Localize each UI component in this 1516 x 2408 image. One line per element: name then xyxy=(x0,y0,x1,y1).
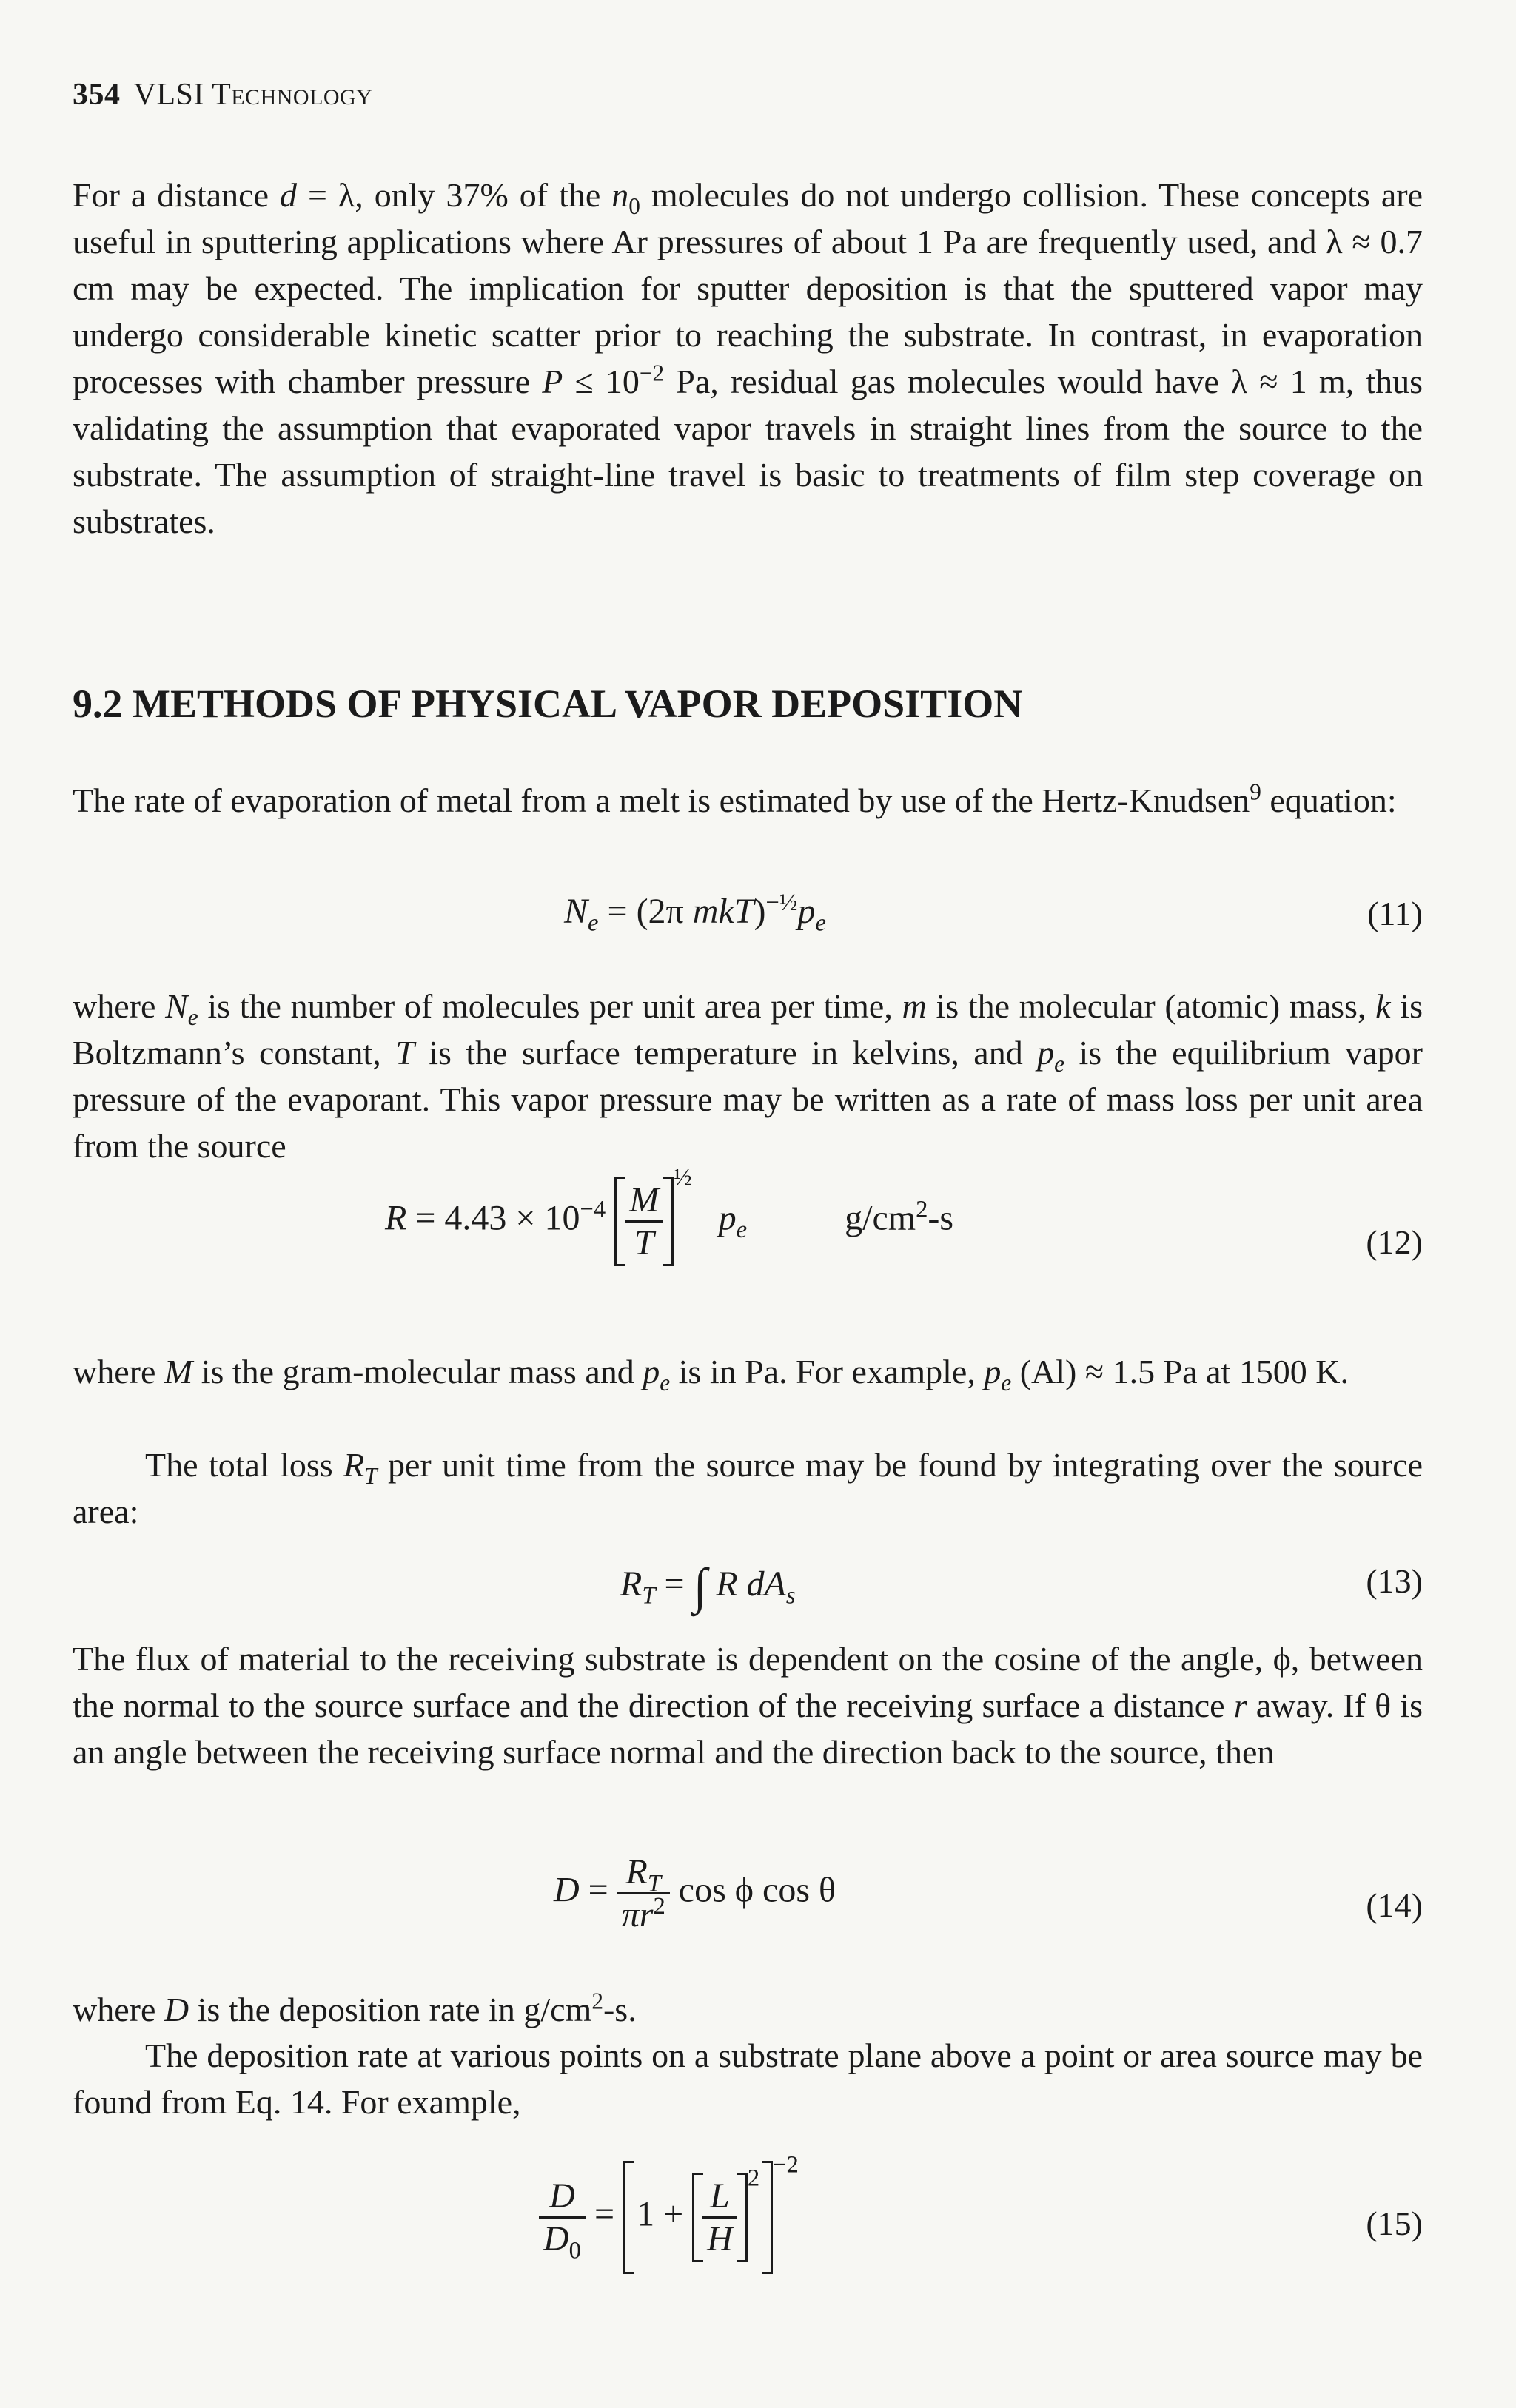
sub: e xyxy=(660,1370,671,1396)
paragraph-various-points xyxy=(73,2032,1423,2125)
var: p xyxy=(643,1353,660,1390)
eq-text: ) xyxy=(754,892,766,931)
equation-number-11: (11) xyxy=(1367,895,1423,932)
units: g/cm xyxy=(845,1198,916,1238)
equation-14 xyxy=(554,1852,836,1935)
eq-var: R xyxy=(625,1852,648,1891)
eq-sub: 0 xyxy=(568,2237,581,2264)
text: Pa, residual gas molecules would have λ ≈ 1 m, thus validating the assumption that evaporated vapor travels in straight lines from the source to the substrate. The assumption of straight-line travel is basic to treatments of film step coverage on substrates. xyxy=(73,363,1423,540)
eq-exp: −½ xyxy=(765,889,798,916)
fraction xyxy=(617,1852,670,1935)
book-title-prefix: VLSI T xyxy=(133,78,232,112)
text: is the number of molecules per unit area per time, xyxy=(198,987,902,1025)
eq-sub: T xyxy=(647,1870,662,1897)
paragraph-gram-molecular xyxy=(73,1348,1423,1395)
text: where xyxy=(73,1353,164,1390)
numerator: D xyxy=(549,2176,575,2216)
eq-var: mkT xyxy=(692,892,754,931)
paragraph-mean-free-path xyxy=(73,172,1423,545)
paragraph-total-loss xyxy=(73,1442,1423,1535)
section-heading: 9.2 METHODS OF PHYSICAL VAPOR DEPOSITION xyxy=(73,682,1023,726)
inner-bracket xyxy=(692,2173,748,2262)
text: The total loss xyxy=(145,1446,344,1484)
numerator xyxy=(617,1852,670,1897)
eq-text: cos ϕ cos θ xyxy=(678,1870,836,1910)
running-header xyxy=(73,77,372,112)
sub: e xyxy=(1001,1370,1012,1396)
denominator: H xyxy=(702,2216,737,2259)
var: T xyxy=(395,1034,415,1072)
text: is the equilibrium vapor pressure of the evaporant. This vapor pressure may be written as a rate of mass loss per unit area from the source xyxy=(73,1034,1423,1165)
text: where xyxy=(73,987,166,1025)
exponent: −2 xyxy=(639,360,665,386)
eq-sub: T xyxy=(642,1582,656,1610)
text: For a distance xyxy=(73,176,280,214)
sub-0: 0 xyxy=(628,193,640,220)
text: (Al) ≈ 1.5 Pa at 1500 K. xyxy=(1011,1353,1349,1390)
integral-sign: ∫ xyxy=(693,1558,708,1614)
eq-var: πr xyxy=(621,1895,654,1934)
var-d: d xyxy=(280,176,297,214)
units-exp: 2 xyxy=(916,1196,928,1223)
eq-text: 1 + xyxy=(637,2194,693,2234)
text: The flux of material to the receiving substrate is dependent on the cosine of the angle, ϕ, between the normal to the source surface and the direction of the receiving surface a distance xyxy=(73,1640,1423,1724)
eq-text: = (2π xyxy=(598,892,693,931)
equation-number-12: (12) xyxy=(1366,1223,1423,1261)
eq-exp: −4 xyxy=(580,1196,606,1223)
eq-var: p xyxy=(797,892,816,931)
equation-number-15: (15) xyxy=(1366,2204,1423,2242)
paragraph-flux xyxy=(73,1635,1423,1775)
equation-11 xyxy=(564,889,826,937)
text: equation: xyxy=(1261,781,1397,819)
fraction xyxy=(625,1180,663,1263)
reference-superscript: 9 xyxy=(1250,778,1261,805)
outer-bracket xyxy=(623,2161,773,2274)
eq-text: = xyxy=(585,2194,624,2234)
eq-var: p xyxy=(718,1198,737,1238)
text: is the deposition rate in g/cm xyxy=(189,1991,592,2028)
bracket xyxy=(614,1177,674,1266)
text: -s. xyxy=(603,1991,637,2028)
eq-exp: 2 xyxy=(653,1893,665,1920)
denominator xyxy=(539,2216,586,2264)
units-end: -s xyxy=(928,1198,954,1238)
fraction xyxy=(539,2176,586,2264)
eq-sub: e xyxy=(588,909,599,937)
text: The rate of evaporation of metal from a melt is estimated by use of the Hertz-Knudsen xyxy=(73,781,1250,819)
text: is the gram-molecular mass and xyxy=(192,1353,643,1390)
equation-13 xyxy=(620,1557,796,1615)
text: where xyxy=(73,1991,164,2028)
var: r xyxy=(1233,1686,1247,1724)
text: ≤ 10 xyxy=(563,363,640,400)
var: k xyxy=(1375,987,1391,1025)
paragraph-definitions xyxy=(73,983,1423,1169)
equation-number-13: (13) xyxy=(1366,1562,1423,1600)
var: D xyxy=(164,1991,190,2028)
text: is in Pa. For example, xyxy=(670,1353,985,1390)
eq-sub: s xyxy=(785,1582,796,1610)
eq-text: = 4.43 × 10 xyxy=(406,1198,580,1238)
var: N xyxy=(165,987,188,1025)
eq-var: D xyxy=(554,1870,580,1910)
page-number: 354 xyxy=(73,78,121,112)
var: m xyxy=(902,987,927,1025)
outer-exponent: −2 xyxy=(773,2151,799,2179)
eq-var: R xyxy=(716,1564,738,1604)
paragraph-deposition-rate xyxy=(73,1986,1423,2033)
eq-var: D xyxy=(543,2219,569,2259)
equation-15 xyxy=(539,2151,799,2274)
exponent: 2 xyxy=(591,1988,603,2014)
sub: e xyxy=(187,1004,198,1031)
text: is the surface temperature in kelvins, and xyxy=(414,1034,1038,1072)
text: per unit time from the source may be found by integrating over the source area: xyxy=(73,1446,1423,1530)
numerator: M xyxy=(629,1180,660,1220)
eq-text: = xyxy=(579,1870,617,1910)
sub: T xyxy=(364,1463,378,1490)
var-n0: n xyxy=(611,176,629,214)
text: is Boltzmann’s constant, xyxy=(73,987,1423,1072)
text: away. If θ is an angle between the receiving surface normal and the direction back to the source, then xyxy=(73,1686,1423,1771)
eq-sub: e xyxy=(736,1217,748,1244)
denominator xyxy=(617,1892,670,1935)
eq-var: R xyxy=(385,1198,407,1238)
equation-number-14: (14) xyxy=(1366,1886,1423,1924)
inner-exponent: 2 xyxy=(747,2165,760,2192)
var: p xyxy=(984,1353,1002,1390)
eq-sub: e xyxy=(815,909,826,937)
eq-var: R xyxy=(620,1564,643,1604)
var: p xyxy=(1037,1034,1055,1072)
var: R xyxy=(343,1446,365,1484)
paragraph-hertz-knudsen xyxy=(73,777,1423,824)
eq-var: dA xyxy=(746,1564,786,1604)
eq-var: N xyxy=(564,892,588,931)
equation-12 xyxy=(385,1164,954,1266)
var-P: P xyxy=(542,363,563,400)
text: The deposition rate at various points on a substrate plane above a point or area source may be found from Eq. 14. For example, xyxy=(73,2037,1423,2121)
denominator: T xyxy=(625,1220,663,1263)
text: molecules do not undergo collision. These concepts are useful in sputtering applications where Ar pressures of about 1 Pa are frequently used, and λ ≈ 0.7 cm may be expected. The implication for sputter deposition is that the sputtered vapor may undergo considerable kinetic scatter prior to reaching the substrate. In contrast, in evaporation processes with chamber pressure xyxy=(73,176,1423,400)
book-title-rest: ECHNOLOGY xyxy=(231,85,373,110)
fraction xyxy=(702,2176,737,2259)
text: is the molecular (atomic) mass, xyxy=(926,987,1376,1025)
text: = λ, only 37% of the xyxy=(297,176,612,214)
bracket-exponent: ½ xyxy=(674,1164,692,1191)
numerator: L xyxy=(710,2176,730,2216)
sub: e xyxy=(1054,1051,1065,1077)
var: M xyxy=(164,1353,193,1390)
eq-text: = xyxy=(655,1564,694,1604)
